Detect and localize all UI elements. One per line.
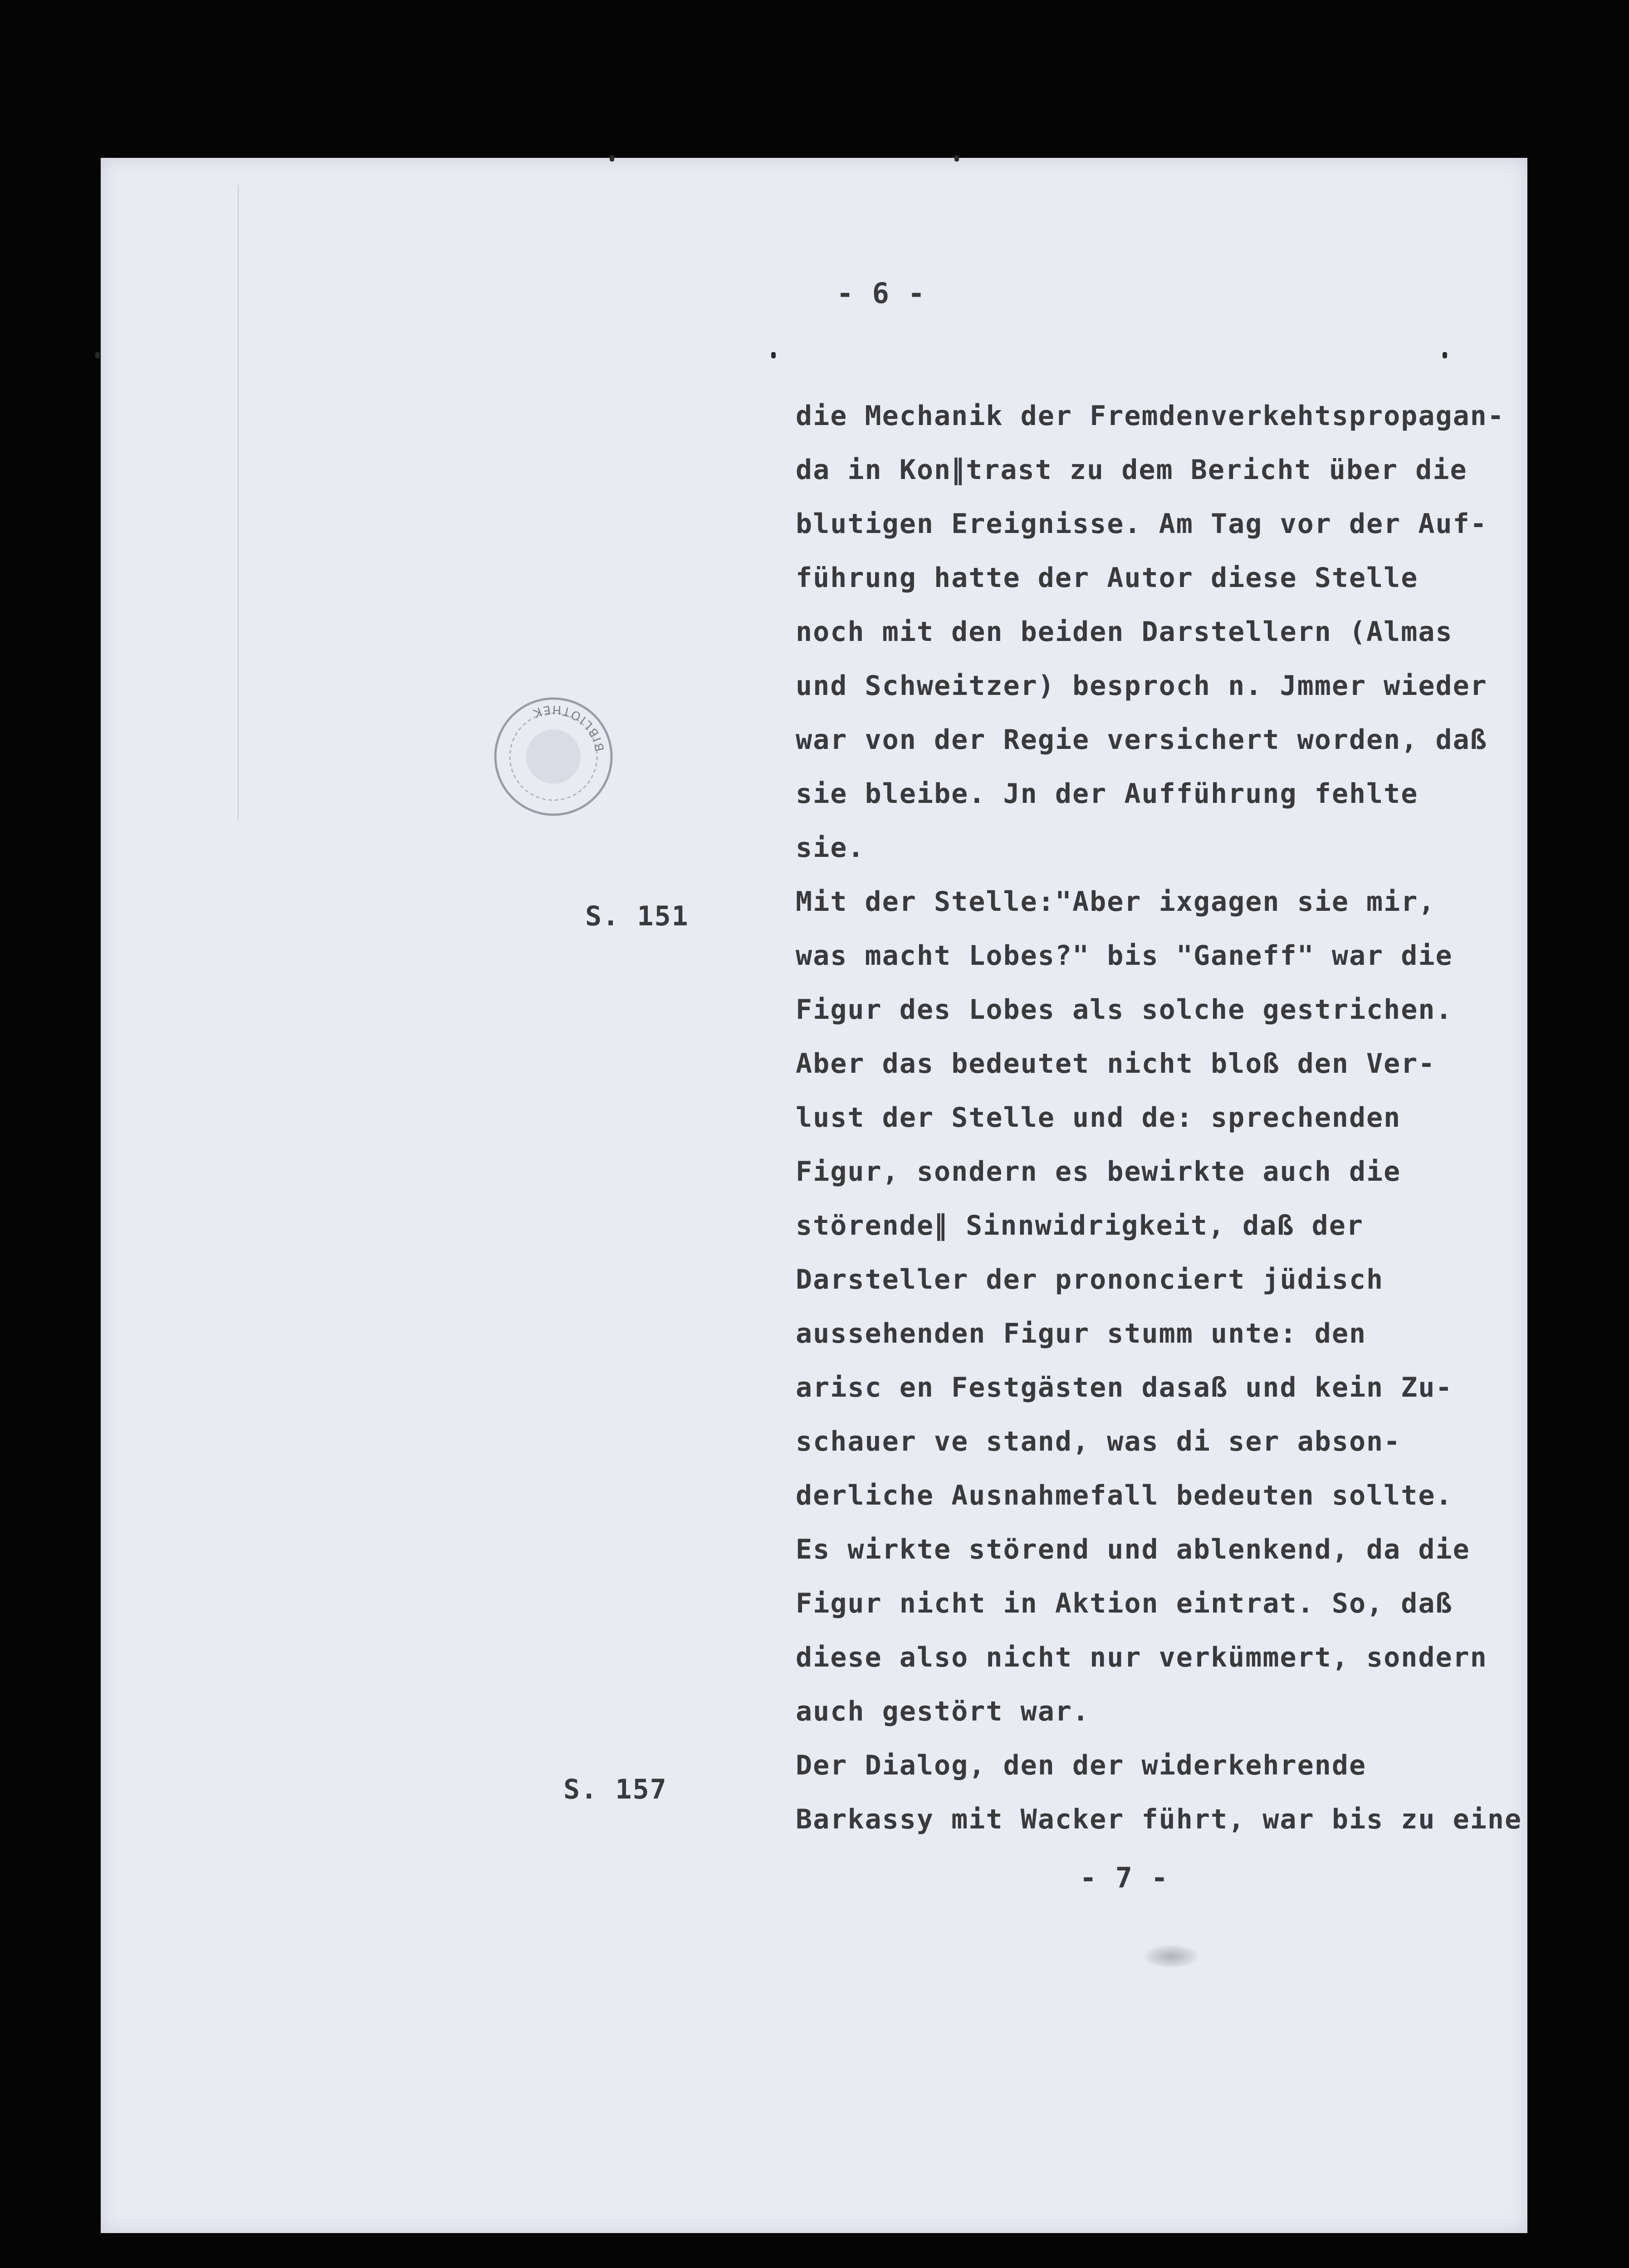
body-text — [796, 389, 1522, 1847]
text-line: sie bleibe. Jn der Aufführung fehlte — [796, 778, 1419, 810]
text-line: arisc en Festgästen dasaß und kein Zu- — [796, 1372, 1453, 1403]
reference-s157: S. 157 — [563, 1774, 667, 1805]
punch-mark-right — [1443, 352, 1447, 358]
text-line: die Mechanik der Fremdenverkehtspropagan- — [796, 400, 1505, 432]
text-line: Figur des Lobes als solche gestrichen. — [796, 994, 1453, 1026]
text-line: Der Dialog, den der widerkehrende — [796, 1750, 1367, 1781]
text-line: da in Kon∥trast zu dem Bericht über die — [796, 454, 1468, 486]
text-line: Darsteller der prononciert jüdisch — [796, 1264, 1384, 1295]
text-line: und Schweitzer) besproch n. Jmmer wieder — [796, 670, 1487, 702]
text-line: Figur, sondern es bewirkte auch die — [796, 1156, 1401, 1188]
punch-mark-left — [95, 352, 100, 358]
text-line: war von der Regie versichert worden, daß — [796, 724, 1487, 756]
top-edge-mark-right — [954, 155, 959, 161]
text-line: blutigen Ereignisse. Am Tag vor der Auf- — [796, 508, 1487, 540]
page-number: - 6 - — [837, 277, 926, 310]
text-line: auch gestört war. — [796, 1696, 1090, 1727]
text-line: noch mit den beiden Darstellern (Almas — [796, 616, 1453, 648]
text-line: Es wirkte störend und ablenkend, da die — [796, 1534, 1470, 1565]
reference-s151: S. 151 — [585, 900, 689, 932]
text-line: derliche Ausnahmefall bedeuten sollte. — [796, 1480, 1453, 1511]
text-line: was macht Lobes?" bis "Ganeff" war die — [796, 940, 1453, 972]
top-edge-mark-left — [610, 155, 614, 161]
text-line: Aber das bedeutet nicht bloß den Ver- — [796, 1048, 1436, 1080]
document-page — [101, 158, 1527, 2233]
ink-smudge — [1144, 1945, 1199, 1968]
library-stamp — [485, 689, 621, 825]
next-page-marker: - 7 - — [1080, 1861, 1169, 1894]
text-line: aussehenden Figur stumm unte: den — [796, 1318, 1367, 1349]
text-line: Figur nicht in Aktion eintrat. So, daß — [796, 1588, 1453, 1619]
text-line: Mit der Stelle:"Aber ixgagen sie mir, — [796, 886, 1436, 918]
text-line: lust der Stelle und de: sprechenden — [796, 1102, 1401, 1134]
text-line: schauer ve stand, was di ser abson- — [796, 1426, 1401, 1457]
text-line: störende∥ Sinnwidrigkeit, daß der — [796, 1210, 1364, 1242]
text-line: sie. — [796, 832, 865, 864]
text-line: diese also nicht nur verkümmert, sondern — [796, 1642, 1487, 1673]
punch-mark-center — [771, 352, 776, 358]
text-line: Barkassy mit Wacker führt, war bis zu eine — [796, 1804, 1522, 1835]
margin-rule — [238, 185, 239, 820]
text-line: führung hatte der Autor diese Stelle — [796, 562, 1419, 594]
stamp-text: BIBLIOTHEK — [528, 702, 607, 753]
